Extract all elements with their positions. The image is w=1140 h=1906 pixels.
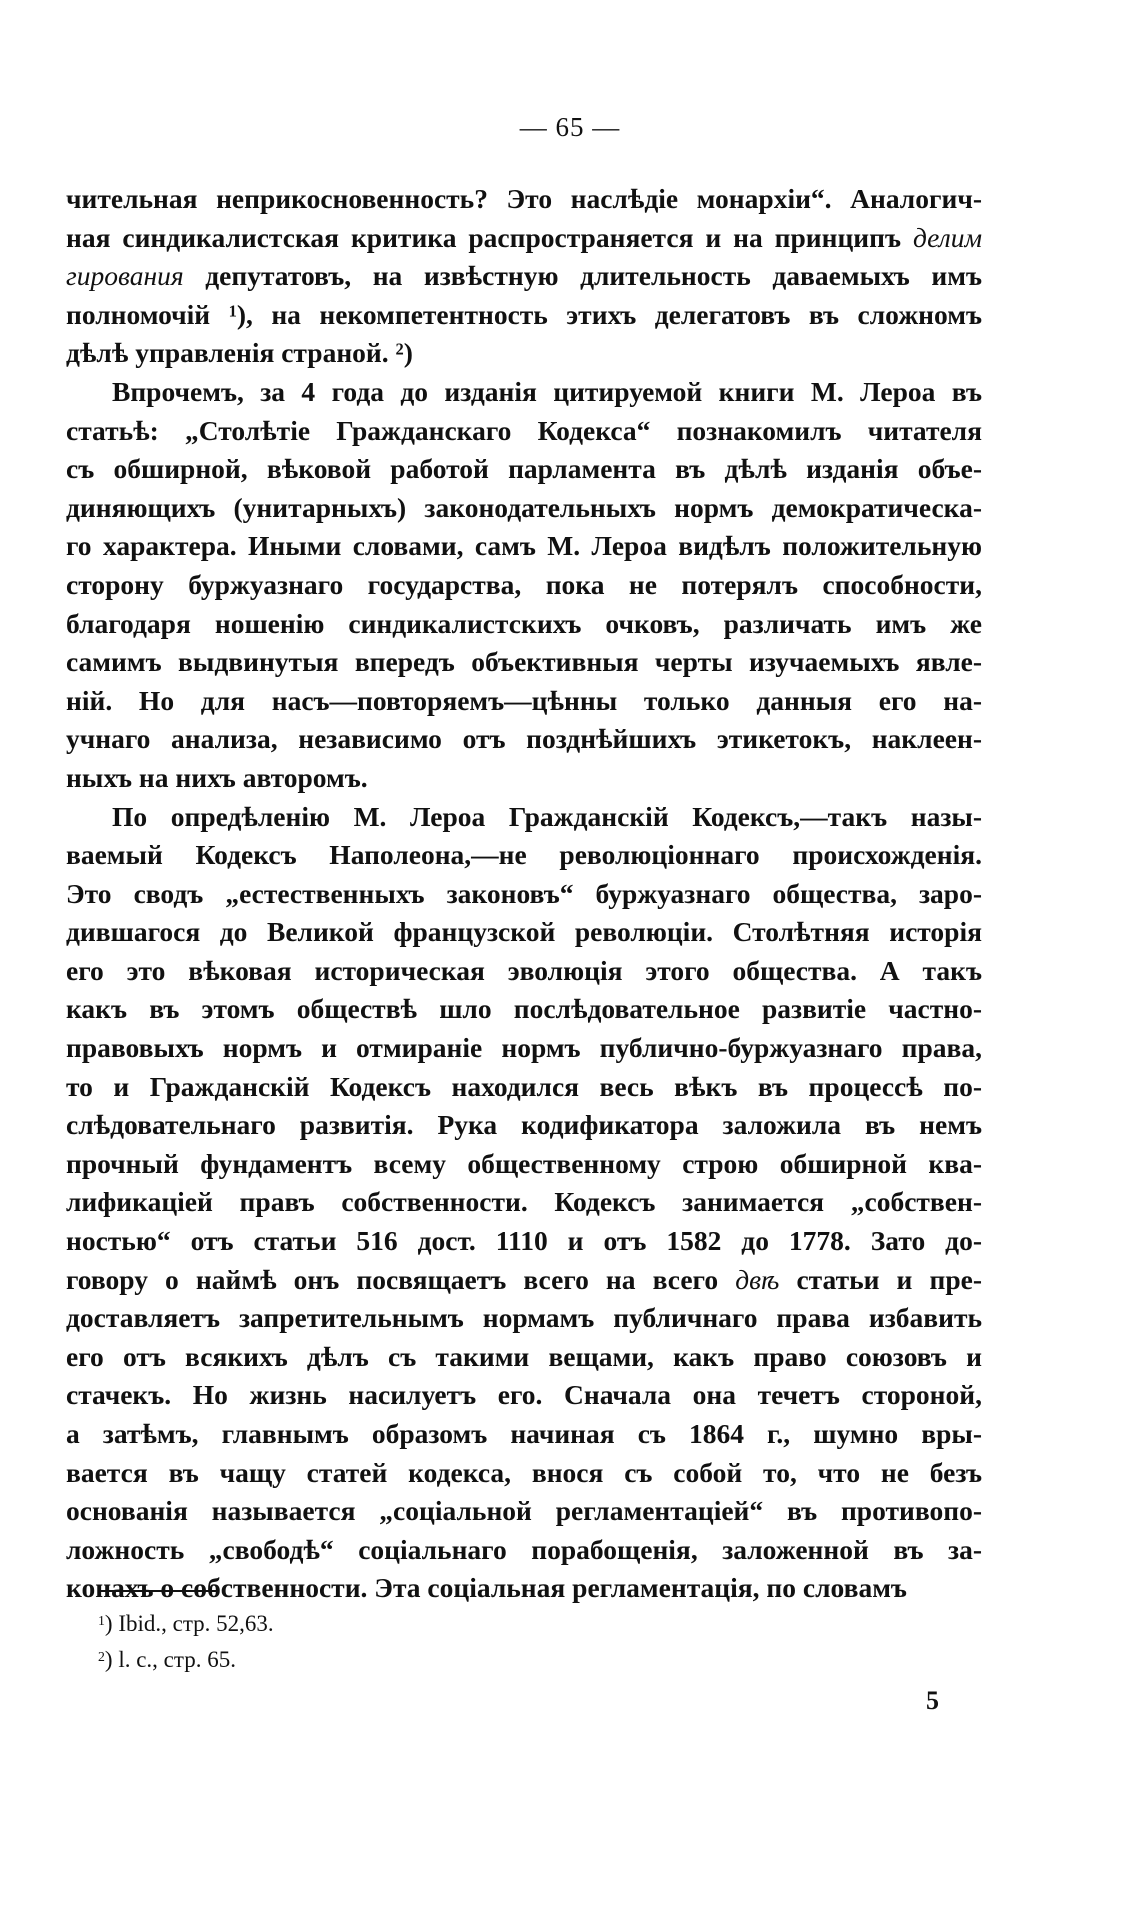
footnote-number: 2: [98, 1648, 105, 1664]
text-line: конахъ о собственности. Эта соціальная регламентація, по словамъ: [66, 1572, 907, 1604]
text-line: дившагося до Великой французской революціи. Столѣтняя исторія: [66, 916, 982, 948]
text-line: учнаго анализа, независимо отъ позднѣйшихъ этикетокъ, наклеен-: [66, 723, 982, 755]
text-line: По опредѣленію М. Лероа Гражданскій Кодексъ,—такъ назы-: [112, 800, 982, 832]
text-line: его отъ всякихъ дѣлъ съ такими вещами, какъ право союзовъ и: [66, 1340, 982, 1372]
text-line: го характера. Иными словами, самъ М. Лероа видѣлъ положительную: [66, 530, 982, 562]
italic-text: гирования: [66, 260, 184, 292]
text-line: ныхъ на нихъ авторомъ.: [66, 761, 368, 793]
footnote-number: 1: [98, 1612, 105, 1628]
footnote: $^1$) Ibid., стр. 52,63.: [98, 1611, 274, 1636]
text-line: диняющихъ (унитарныхъ) законодательныхъ нормъ демократическа-: [66, 491, 982, 523]
text-line: благодаря ношенію синдикалистскихъ очковъ, различать имъ же: [66, 607, 982, 639]
text-line: прочный фундаментъ всему общественному строю обширной ква-: [66, 1147, 982, 1179]
footnote: $^2$) l. c., стр. 65.: [98, 1647, 236, 1672]
footnotes: [98, 1606, 274, 1678]
text-line: слѣдовательнаго развитія. Рука кодификатора заложила въ немъ: [66, 1109, 982, 1141]
text-line: статьѣ: „Столѣтіе Гражданскаго Кодекса“ познакомилъ читателя: [66, 414, 982, 446]
text-line: ній. Но для насъ—повторяемъ—цѣнны только данныя его на-: [66, 684, 982, 716]
text-line: Впрочемъ, за 4 года до изданія цитируемой книги М. Лероа въ: [112, 375, 982, 407]
text-line: гирования депутатовъ, на извѣстную длительность даваемыхъ имъ: [66, 260, 982, 292]
text-line: вается въ чащу статей кодекса, внося съ собой то, что не безъ: [66, 1456, 982, 1488]
footnote-reference: 2: [395, 339, 404, 359]
main-text: [66, 180, 982, 1608]
text-line: лификаціей правъ собственности. Кодексъ занимается „собствен-: [66, 1186, 982, 1218]
text-line: стачекъ. Но жизнь насилуетъ его. Сначала она течетъ стороной,: [66, 1379, 982, 1411]
printer-signature-mark: 5: [926, 1686, 939, 1715]
text-line: чительная неприкосновенность? Это наслѣдіе монархіи“. Аналогич-: [66, 183, 982, 214]
paragraph: [66, 798, 982, 1608]
text-line: ная синдикалистская критика распространяется и на принципъ делим: [66, 221, 982, 253]
text-line: самимъ выдвинутыя впередъ объективныя черты изучаемыхъ явле-: [66, 646, 982, 678]
footnote-reference: 1: [228, 301, 237, 321]
text-line: съ обширной, вѣковой работой парламента въ дѣлѣ изданія объе-: [66, 453, 982, 485]
page-number: — 65 —: [519, 112, 621, 142]
paragraph: [66, 180, 982, 373]
paragraph: [66, 373, 982, 798]
text-line: его это вѣковая историческая эволюція этого общества. А такъ: [66, 954, 982, 986]
footnote-divider: [98, 1590, 216, 1592]
text-line: сторону буржуазнаго государства, пока не потерялъ способности,: [66, 568, 982, 600]
text-line: ностью“ отъ статьи 516 дост. 1110 и отъ 1582 до 1778. Зато до-: [66, 1225, 982, 1257]
text-line: дѣлѣ управленія страной. $^2$): [66, 337, 413, 369]
italic-text: делим: [912, 221, 982, 253]
text-line: какъ въ этомъ обществѣ шло послѣдовательное развитіе частно-: [66, 993, 982, 1025]
italic-text: двѣ: [735, 1263, 780, 1295]
text-line: то и Гражданскій Кодексъ находился весь вѣкъ въ процессѣ по-: [66, 1070, 982, 1102]
text-line: ложность „свободѣ“ соціальнаго порабощенія, заложенной въ за-: [66, 1533, 982, 1565]
text-line: а затѣмъ, главнымъ образомъ начиная съ 1864 г., шумно вры-: [66, 1418, 982, 1449]
text-line: Это сводъ „естественныхъ законовъ“ буржуазнаго общества, заро-: [66, 877, 982, 909]
text-line: полномочій $^1$), на некомпетентность этихъ делегатовъ въ сложномъ: [66, 298, 982, 330]
text-line: говору о наймѣ онъ посвящаетъ всего на всего двѣ статьи и пре-: [66, 1263, 982, 1295]
text-line: доставляетъ запретительнымъ нормамъ публичнаго права избавить: [66, 1302, 982, 1334]
text-line: правовыхъ нормъ и отмираніе нормъ публично-буржуазнаго права,: [66, 1032, 982, 1064]
text-line: основанія называется „соціальной регламентаціей“ въ противопо-: [66, 1495, 982, 1527]
text-line: ваемый Кодексъ Наполеона,—не революціоннаго происхожденія.: [66, 839, 982, 871]
